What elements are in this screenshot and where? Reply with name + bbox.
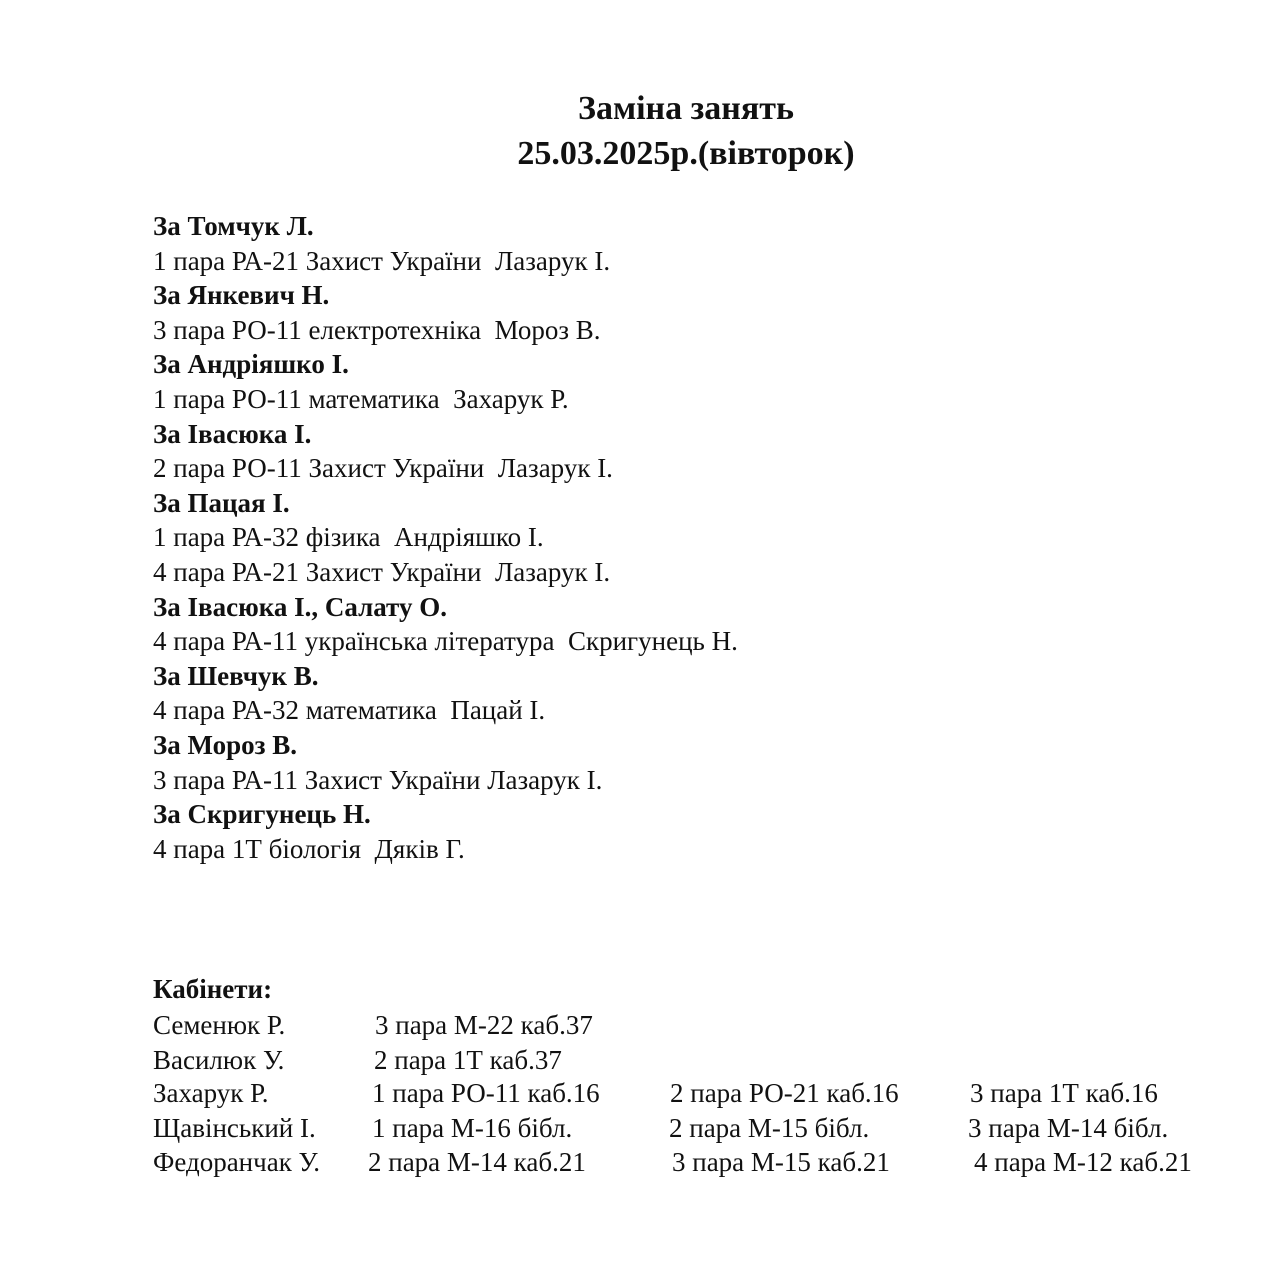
cabinet-entry: 2 пара М-14 каб.21 (368, 1147, 586, 1177)
substitution-line: 4 пара 1Т біологія Дяків Г. (153, 833, 465, 864)
substitution-line: 2 пара РО-11 Захист України Лазарук І. (153, 453, 613, 484)
substitution-line: 4 пара РА-11 українська література Скригунець Н. (153, 626, 738, 657)
cabinet-entry: 3 пара М-22 каб.37 (375, 1010, 593, 1040)
cabinet-teacher: Василюк У. (153, 1045, 285, 1075)
cabinet-teacher: Федоранчак У. (153, 1147, 321, 1177)
substitution-line: 1 пара РО-11 математика Захарук Р. (153, 383, 569, 414)
substitution-header: За Пацая І. (153, 487, 290, 518)
cabinet-entry: 2 пара РО-21 каб.16 (670, 1078, 899, 1108)
cabinet-teacher: Щавінський І. (153, 1113, 316, 1143)
cabinet-row (0, 1008, 1280, 1042)
document-title: Заміна занять (578, 90, 794, 127)
substitution-header: За Мороз В. (153, 729, 298, 760)
substitution-header: За Андріяшко І. (153, 349, 349, 380)
substitution-header: За Івасюка І., Салату О. (153, 591, 447, 622)
cabinet-entry: 2 пара М-15 бібл. (669, 1113, 870, 1143)
cabinet-entry: 1 пара М-16 бібл. (372, 1113, 573, 1143)
substitution-line: 3 пара РО-11 електротехніка Мороз В. (153, 314, 601, 345)
substitutions-list (153, 209, 738, 866)
cabinet-entry: 3 пара 1Т каб.16 (970, 1078, 1158, 1108)
cabinet-row (0, 1076, 1280, 1110)
cabinet-entry: 1 пара РО-11 каб.16 (372, 1078, 600, 1108)
cabinet-teacher: Захарук Р. (153, 1078, 269, 1108)
cabinet-row (0, 1111, 1280, 1145)
cabinet-teacher: Семенюк Р. (153, 1010, 286, 1040)
substitution-line: 1 пара РА-21 Захист України Лазарук І. (153, 245, 611, 276)
cabinet-entry: 4 пара М-12 каб.21 (974, 1147, 1192, 1177)
substitution-line: 4 пара РА-32 математика Пацай І. (153, 695, 546, 726)
substitution-header: За Скригунець Н. (153, 799, 371, 830)
cabinet-entry: 3 пара М-14 бібл. (968, 1113, 1169, 1143)
substitution-line: 4 пара РА-21 Захист України Лазарук І. (153, 556, 611, 587)
substitution-line: 1 пара РА-32 фізика Андріяшко І. (153, 522, 544, 553)
substitution-line: 3 пара РА-11 Захист України Лазарук І. (153, 764, 603, 795)
substitution-header: За Івасюка І. (153, 418, 312, 449)
cabinet-entry: 3 пара М-15 каб.21 (672, 1147, 890, 1177)
cabinets-title: Кабінети: (153, 974, 273, 1004)
document-date: 25.03.2025р.(вівторок) (517, 135, 855, 172)
cabinet-row (0, 1145, 1280, 1179)
cabinet-row (0, 1043, 1280, 1077)
substitution-header: За Томчук Л. (153, 211, 314, 241)
substitution-header: За Шевчук В. (153, 660, 319, 691)
cabinet-entry: 2 пара 1Т каб.37 (374, 1045, 562, 1075)
substitution-header: За Янкевич Н. (153, 280, 330, 311)
